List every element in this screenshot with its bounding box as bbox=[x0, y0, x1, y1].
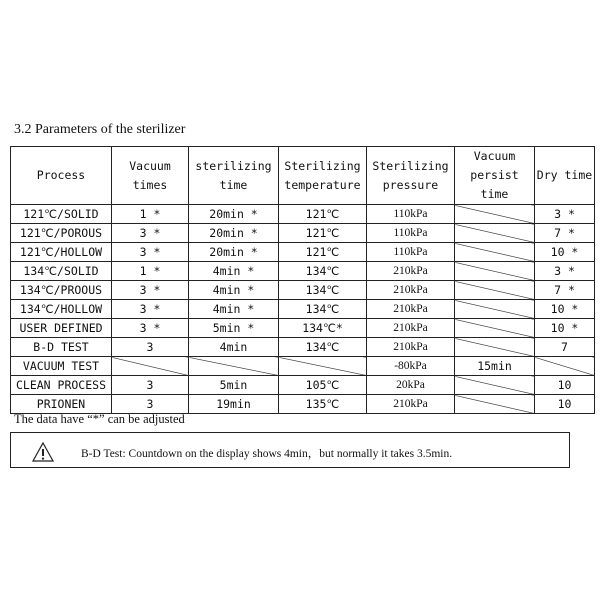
vacuum-times-cell: 3 * bbox=[112, 281, 189, 300]
table-row bbox=[11, 224, 595, 243]
dry-time-cell: 10 bbox=[535, 376, 595, 395]
sterilizing-pressure-cell: 110kPa bbox=[367, 224, 455, 243]
dry-time-cell: 10 * bbox=[535, 300, 595, 319]
sterilizing-time-cell: 5min * bbox=[189, 319, 279, 338]
sterilizing-pressure-cell: 20kPa bbox=[367, 376, 455, 395]
vacuum-times-cell: 3 bbox=[112, 376, 189, 395]
vacuum-times-cell: 1 * bbox=[112, 262, 189, 281]
dry-time-cell: 10 bbox=[535, 395, 595, 414]
process-cell: 134℃/SOLID bbox=[11, 262, 112, 281]
process-cell: VACUUM TEST bbox=[11, 357, 112, 376]
sterilizing-time-cell bbox=[189, 357, 279, 376]
sterilizing-temperature-cell: 121℃ bbox=[279, 243, 367, 262]
table-row bbox=[11, 300, 595, 319]
dry-time-cell bbox=[535, 357, 595, 376]
vacuum-persist-cell bbox=[455, 243, 535, 262]
sterilizing-temperature-cell: 121℃ bbox=[279, 224, 367, 243]
sterilizing-time-cell: 4min bbox=[189, 338, 279, 357]
sterilizing-time-cell: 4min * bbox=[189, 281, 279, 300]
vacuum-times-cell: 3 * bbox=[112, 319, 189, 338]
sterilizing-time-cell: 20min * bbox=[189, 205, 279, 224]
dry-time-cell: 7 bbox=[535, 338, 595, 357]
dry-time-cell: 10 * bbox=[535, 319, 595, 338]
vacuum-persist-cell bbox=[455, 319, 535, 338]
vacuum-persist-cell bbox=[455, 262, 535, 281]
vacuum-persist-cell bbox=[455, 395, 535, 414]
vacuum-persist-cell bbox=[455, 205, 535, 224]
column-header: Sterilizing temperature bbox=[279, 147, 367, 205]
column-header: Dry time bbox=[535, 147, 595, 205]
column-header: Sterilizing pressure bbox=[367, 147, 455, 205]
sterilizing-pressure-cell: 210kPa bbox=[367, 395, 455, 414]
vacuum-times-cell: 3 bbox=[112, 395, 189, 414]
vacuum-times-cell: 3 * bbox=[112, 224, 189, 243]
table-row bbox=[11, 319, 595, 338]
warning-triangle-icon bbox=[31, 441, 55, 463]
process-cell: PRIONEN bbox=[11, 395, 112, 414]
vacuum-persist-cell: 15min bbox=[455, 357, 535, 376]
process-cell: 134℃/PROOUS bbox=[11, 281, 112, 300]
sterilizing-temperature-cell: 135℃ bbox=[279, 395, 367, 414]
sterilizing-temperature-cell: 134℃ bbox=[279, 300, 367, 319]
sterilizing-pressure-cell: 210kPa bbox=[367, 262, 455, 281]
table-row bbox=[11, 281, 595, 300]
process-cell: USER DEFINED bbox=[11, 319, 112, 338]
vacuum-persist-cell bbox=[455, 338, 535, 357]
vacuum-persist-cell bbox=[455, 281, 535, 300]
sterilizing-pressure-cell: 210kPa bbox=[367, 300, 455, 319]
vacuum-persist-cell bbox=[455, 224, 535, 243]
table-row bbox=[11, 243, 595, 262]
dry-time-cell: 3 * bbox=[535, 205, 595, 224]
sterilizing-temperature-cell: 134℃ bbox=[279, 338, 367, 357]
process-cell: CLEAN PROCESS bbox=[11, 376, 112, 395]
sterilizer-parameters-table bbox=[10, 146, 595, 414]
sterilizing-time-cell: 20min * bbox=[189, 224, 279, 243]
vacuum-times-cell: 3 * bbox=[112, 300, 189, 319]
dry-time-cell: 10 * bbox=[535, 243, 595, 262]
dry-time-cell: 7 * bbox=[535, 281, 595, 300]
sterilizing-time-cell: 20min * bbox=[189, 243, 279, 262]
sterilizing-pressure-cell: 210kPa bbox=[367, 281, 455, 300]
process-cell: 121℃/SOLID bbox=[11, 205, 112, 224]
sterilizing-pressure-cell: 210kPa bbox=[367, 338, 455, 357]
table-row bbox=[11, 338, 595, 357]
vacuum-times-cell: 3 * bbox=[112, 243, 189, 262]
sterilizing-pressure-cell: 110kPa bbox=[367, 205, 455, 224]
vacuum-times-cell bbox=[112, 357, 189, 376]
column-header: sterilizing time bbox=[189, 147, 279, 205]
table-row bbox=[11, 395, 595, 414]
table-row bbox=[11, 205, 595, 224]
sterilizing-temperature-cell: 121℃ bbox=[279, 205, 367, 224]
column-header: Vacuum times bbox=[112, 147, 189, 205]
warning-text: B-D Test: Countdown on the display shows 4min，but normally it takes 3.5min. bbox=[81, 448, 453, 460]
warning-box bbox=[10, 432, 570, 468]
sterilizing-temperature-cell: 134℃ bbox=[279, 281, 367, 300]
section-title: 3.2 Parameters of the sterilizer bbox=[14, 122, 186, 137]
sterilizing-temperature-cell bbox=[279, 357, 367, 376]
adjustable-footnote: The data have “*” can be adjusted bbox=[14, 412, 185, 426]
sterilizing-pressure-cell: -80kPa bbox=[367, 357, 455, 376]
vacuum-persist-cell bbox=[455, 300, 535, 319]
dry-time-cell: 7 * bbox=[535, 224, 595, 243]
table-header-row bbox=[11, 147, 595, 205]
sterilizing-time-cell: 4min * bbox=[189, 300, 279, 319]
table-row bbox=[11, 376, 595, 395]
column-header: Vacuum persist time bbox=[455, 147, 535, 205]
sterilizing-pressure-cell: 110kPa bbox=[367, 243, 455, 262]
table-row bbox=[11, 262, 595, 281]
process-cell: B-D TEST bbox=[11, 338, 112, 357]
process-cell: 134℃/HOLLOW bbox=[11, 300, 112, 319]
sterilizing-time-cell: 19min bbox=[189, 395, 279, 414]
sterilizing-temperature-cell: 134℃ bbox=[279, 262, 367, 281]
process-cell: 121℃/HOLLOW bbox=[11, 243, 112, 262]
table-row bbox=[11, 357, 595, 376]
column-header: Process bbox=[11, 147, 112, 205]
sterilizing-temperature-cell: 105℃ bbox=[279, 376, 367, 395]
sterilizing-time-cell: 5min bbox=[189, 376, 279, 395]
sterilizing-pressure-cell: 210kPa bbox=[367, 319, 455, 338]
dry-time-cell: 3 * bbox=[535, 262, 595, 281]
process-cell: 121℃/POROUS bbox=[11, 224, 112, 243]
sterilizing-time-cell: 4min * bbox=[189, 262, 279, 281]
vacuum-times-cell: 3 bbox=[112, 338, 189, 357]
vacuum-times-cell: 1 * bbox=[112, 205, 189, 224]
sterilizing-temperature-cell: 134℃* bbox=[279, 319, 367, 338]
vacuum-persist-cell bbox=[455, 376, 535, 395]
